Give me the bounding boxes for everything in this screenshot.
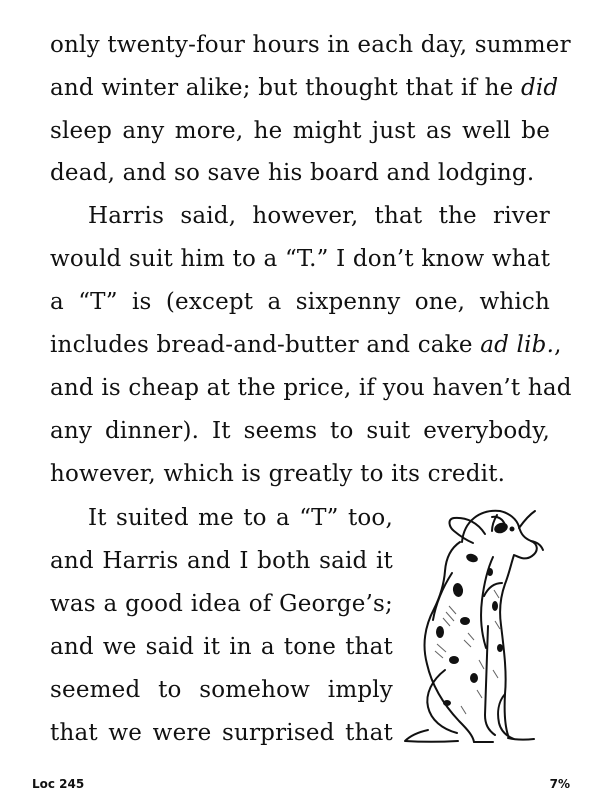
text-line: that we were surprised that <box>50 720 393 746</box>
text-line: any dinner). It seems to suit everybody, <box>50 418 550 444</box>
text-segment: and winter alike; but thought that if he <box>50 75 521 101</box>
text-line: sleep any more, he might just as well be <box>50 118 550 144</box>
text-line: and Harris and I both said it <box>50 548 393 574</box>
text-line: was a good idea of George’s; <box>50 591 393 617</box>
text-line: It suited me to a “T” too, <box>88 505 393 531</box>
text-line: a “T” is (except a sixpenny one, which <box>50 289 550 315</box>
text-line: would suit him to a “T.” I don’t know what <box>50 246 551 272</box>
dog-illustration-icon <box>398 500 550 746</box>
text-line: and is cheap at the price, if you haven’t had <box>50 375 572 401</box>
location-indicator: Loc 245 <box>32 777 85 791</box>
text-line <box>50 73 559 103</box>
text-line: only twenty-four hours in each day, summer <box>50 32 571 58</box>
text-line: however, which is greatly to its credit. <box>50 461 506 487</box>
text-segment: includes bread-and-butter and cake <box>50 332 481 358</box>
reading-progress: 7% <box>549 777 570 791</box>
text-line: Harris said, however, that the river <box>88 203 550 229</box>
italic-text: did <box>520 75 559 101</box>
italic-text: ad lib. <box>480 332 555 358</box>
text-line <box>50 330 562 360</box>
text-line: and we said it in a tone that <box>50 634 393 660</box>
text-segment: , <box>554 332 562 358</box>
text-line: seemed to somehow imply <box>50 677 393 703</box>
text-line: dead, and so save his board and lodging. <box>50 160 535 186</box>
